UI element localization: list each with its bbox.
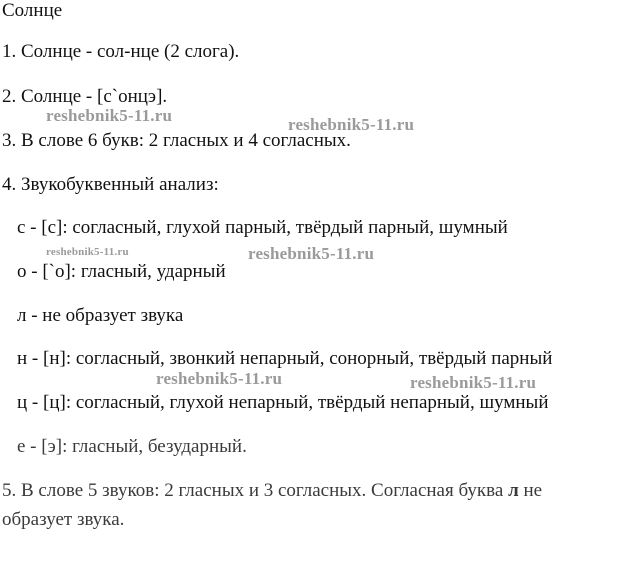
watermark: reshebnik5-11.ru xyxy=(410,373,537,392)
analysis-line-o: о - [`о]: гласный, ударный xyxy=(17,261,226,282)
item-analysis-heading: 4. Звукобуквенный анализ: xyxy=(2,174,219,195)
analysis-line-s: с - [с]: согласный, глухой парный, твёрдый парный, шумный xyxy=(17,217,508,238)
page-title: Солнце xyxy=(2,0,63,21)
item-syllables: 1. Солнце - сол-нце (2 слога). xyxy=(2,41,240,62)
watermark: reshebnik5-11.ru xyxy=(156,369,283,388)
item-sounds-letter: л xyxy=(508,480,519,501)
item-sounds-text-2: не xyxy=(518,480,543,501)
item-sounds-count xyxy=(2,480,542,502)
watermark: reshebnik5-11.ru xyxy=(288,115,415,134)
watermark: reshebnik5-11.ru xyxy=(46,246,129,258)
analysis-line-ts: ц - [ц]: согласный, глухой непарный, твёрдый непарный, шумный xyxy=(17,392,549,413)
analysis-line-n: н - [н]: согласный, звонкий непарный, сонорный, твёрдый парный xyxy=(17,348,553,369)
item-letters-count: 3. В слове 6 букв: 2 гласных и 4 согласных. xyxy=(2,130,351,151)
watermark: reshebnik5-11.ru xyxy=(248,244,375,263)
item-transcription: 2. Солнце - [с`онцэ]. xyxy=(2,86,168,107)
watermark: reshebnik5-11.ru xyxy=(46,106,173,125)
item-sounds-text-1: 5. В слове 5 звуков: 2 гласных и 3 согласных. Согласная буква xyxy=(2,480,509,501)
analysis-line-l: л - не образует звука xyxy=(17,305,184,326)
item-sounds-continuation: образует звука. xyxy=(2,509,125,530)
analysis-line-e: е - [э]: гласный, безударный. xyxy=(17,436,247,457)
